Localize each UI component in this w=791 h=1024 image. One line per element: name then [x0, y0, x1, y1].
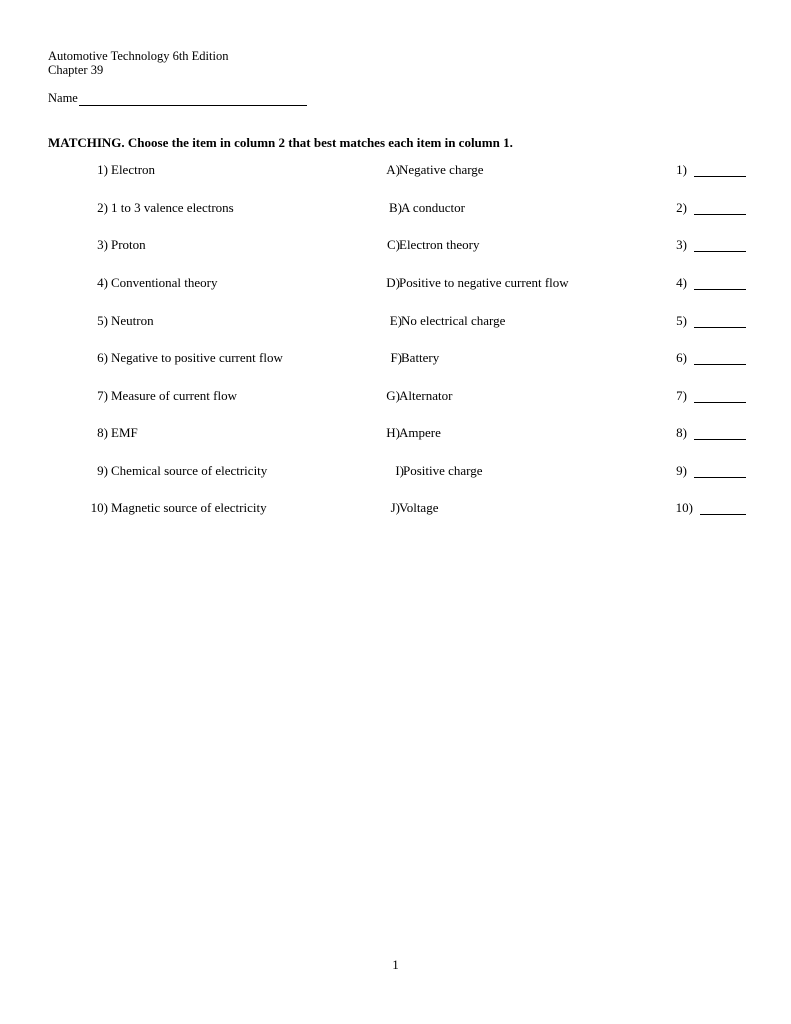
answer-blank[interactable] — [694, 438, 746, 440]
answer-number: 8) — [676, 425, 687, 440]
answer-number: 9) — [676, 462, 687, 478]
choice-text: Voltage — [399, 500, 439, 515]
matching-row — [0, 463, 791, 483]
choice-letter: D) — [386, 275, 400, 290]
choice-letter: F) — [390, 350, 402, 365]
page-number: 1 — [392, 957, 399, 972]
choice-letter: H) — [386, 425, 400, 440]
choice-letter: A) — [386, 162, 400, 177]
choice-text: Positive charge — [403, 462, 483, 478]
answer-blank[interactable] — [694, 175, 746, 177]
answer-number: 10) — [675, 500, 693, 515]
matching-row — [0, 200, 791, 220]
matching-row — [0, 350, 791, 370]
item-number: 1) — [97, 162, 108, 177]
answer-blank[interactable] — [700, 513, 746, 515]
item-number: 4) — [97, 275, 108, 290]
matching-row — [0, 313, 791, 333]
item-number: 9) — [97, 462, 108, 478]
item-number: 6) — [97, 350, 108, 365]
choice-letter: J) — [390, 500, 400, 515]
choice-text: A conductor — [401, 199, 465, 215]
choice-letter: G) — [386, 387, 400, 403]
name-blank-line[interactable] — [79, 91, 307, 106]
answer-blank[interactable] — [694, 326, 746, 328]
item-term: 1 to 3 valence electrons — [111, 199, 234, 215]
answer-number: 1) — [676, 162, 687, 177]
item-number: 3) — [97, 237, 108, 252]
matching-row — [0, 237, 791, 257]
item-number: 2) — [97, 199, 108, 215]
choice-text: Positive to negative current flow — [399, 275, 569, 290]
item-term: Proton — [111, 237, 146, 252]
choice-letter: C) — [387, 237, 400, 252]
answer-blank[interactable] — [694, 401, 746, 403]
item-term: Neutron — [111, 312, 154, 328]
item-term: Negative to positive current flow — [111, 350, 283, 365]
choice-text: No electrical charge — [401, 312, 506, 328]
item-term: Electron — [111, 162, 156, 177]
answer-number: 7) — [676, 387, 687, 403]
answer-number: 3) — [676, 237, 687, 252]
answer-number: 6) — [676, 350, 687, 365]
item-number: 5) — [97, 312, 108, 328]
matching-row — [0, 388, 791, 408]
choice-text: Negative charge — [399, 162, 484, 177]
answer-blank[interactable] — [694, 363, 746, 365]
item-number: 10) — [90, 500, 108, 515]
matching-instructions: MATCHING. Choose the item in column 2 that best matches each item in column 1. — [48, 135, 513, 150]
item-number: 7) — [97, 387, 108, 403]
answer-number: 5) — [676, 312, 687, 328]
item-number: 8) — [97, 425, 108, 440]
answer-blank[interactable] — [694, 476, 746, 478]
choice-text: Battery — [401, 350, 440, 365]
name-row — [48, 91, 307, 106]
choice-letter: E) — [389, 312, 402, 328]
book-title: Automotive Technology 6th Edition — [48, 49, 229, 63]
choice-letter: I) — [395, 462, 404, 478]
answer-number: 2) — [676, 199, 687, 215]
choice-text: Ampere — [399, 425, 441, 440]
answer-blank[interactable] — [694, 250, 746, 252]
name-label: Name — [48, 91, 78, 105]
choice-letter: B) — [389, 199, 402, 215]
item-term: Magnetic source of electricity — [111, 500, 267, 515]
answer-blank[interactable] — [694, 213, 746, 215]
choice-text: Alternator — [399, 387, 453, 403]
item-term: Chemical source of electricity — [111, 462, 268, 478]
item-term: Conventional theory — [111, 275, 218, 290]
item-term: Measure of current flow — [111, 387, 237, 403]
answer-number: 4) — [676, 275, 687, 290]
item-term: EMF — [111, 425, 138, 440]
chapter-label: Chapter 39 — [48, 63, 104, 77]
choice-text: Electron theory — [399, 237, 480, 252]
matching-row — [0, 162, 791, 182]
matching-row — [0, 275, 791, 295]
matching-row — [0, 500, 791, 520]
matching-row — [0, 425, 791, 445]
answer-blank[interactable] — [694, 288, 746, 290]
